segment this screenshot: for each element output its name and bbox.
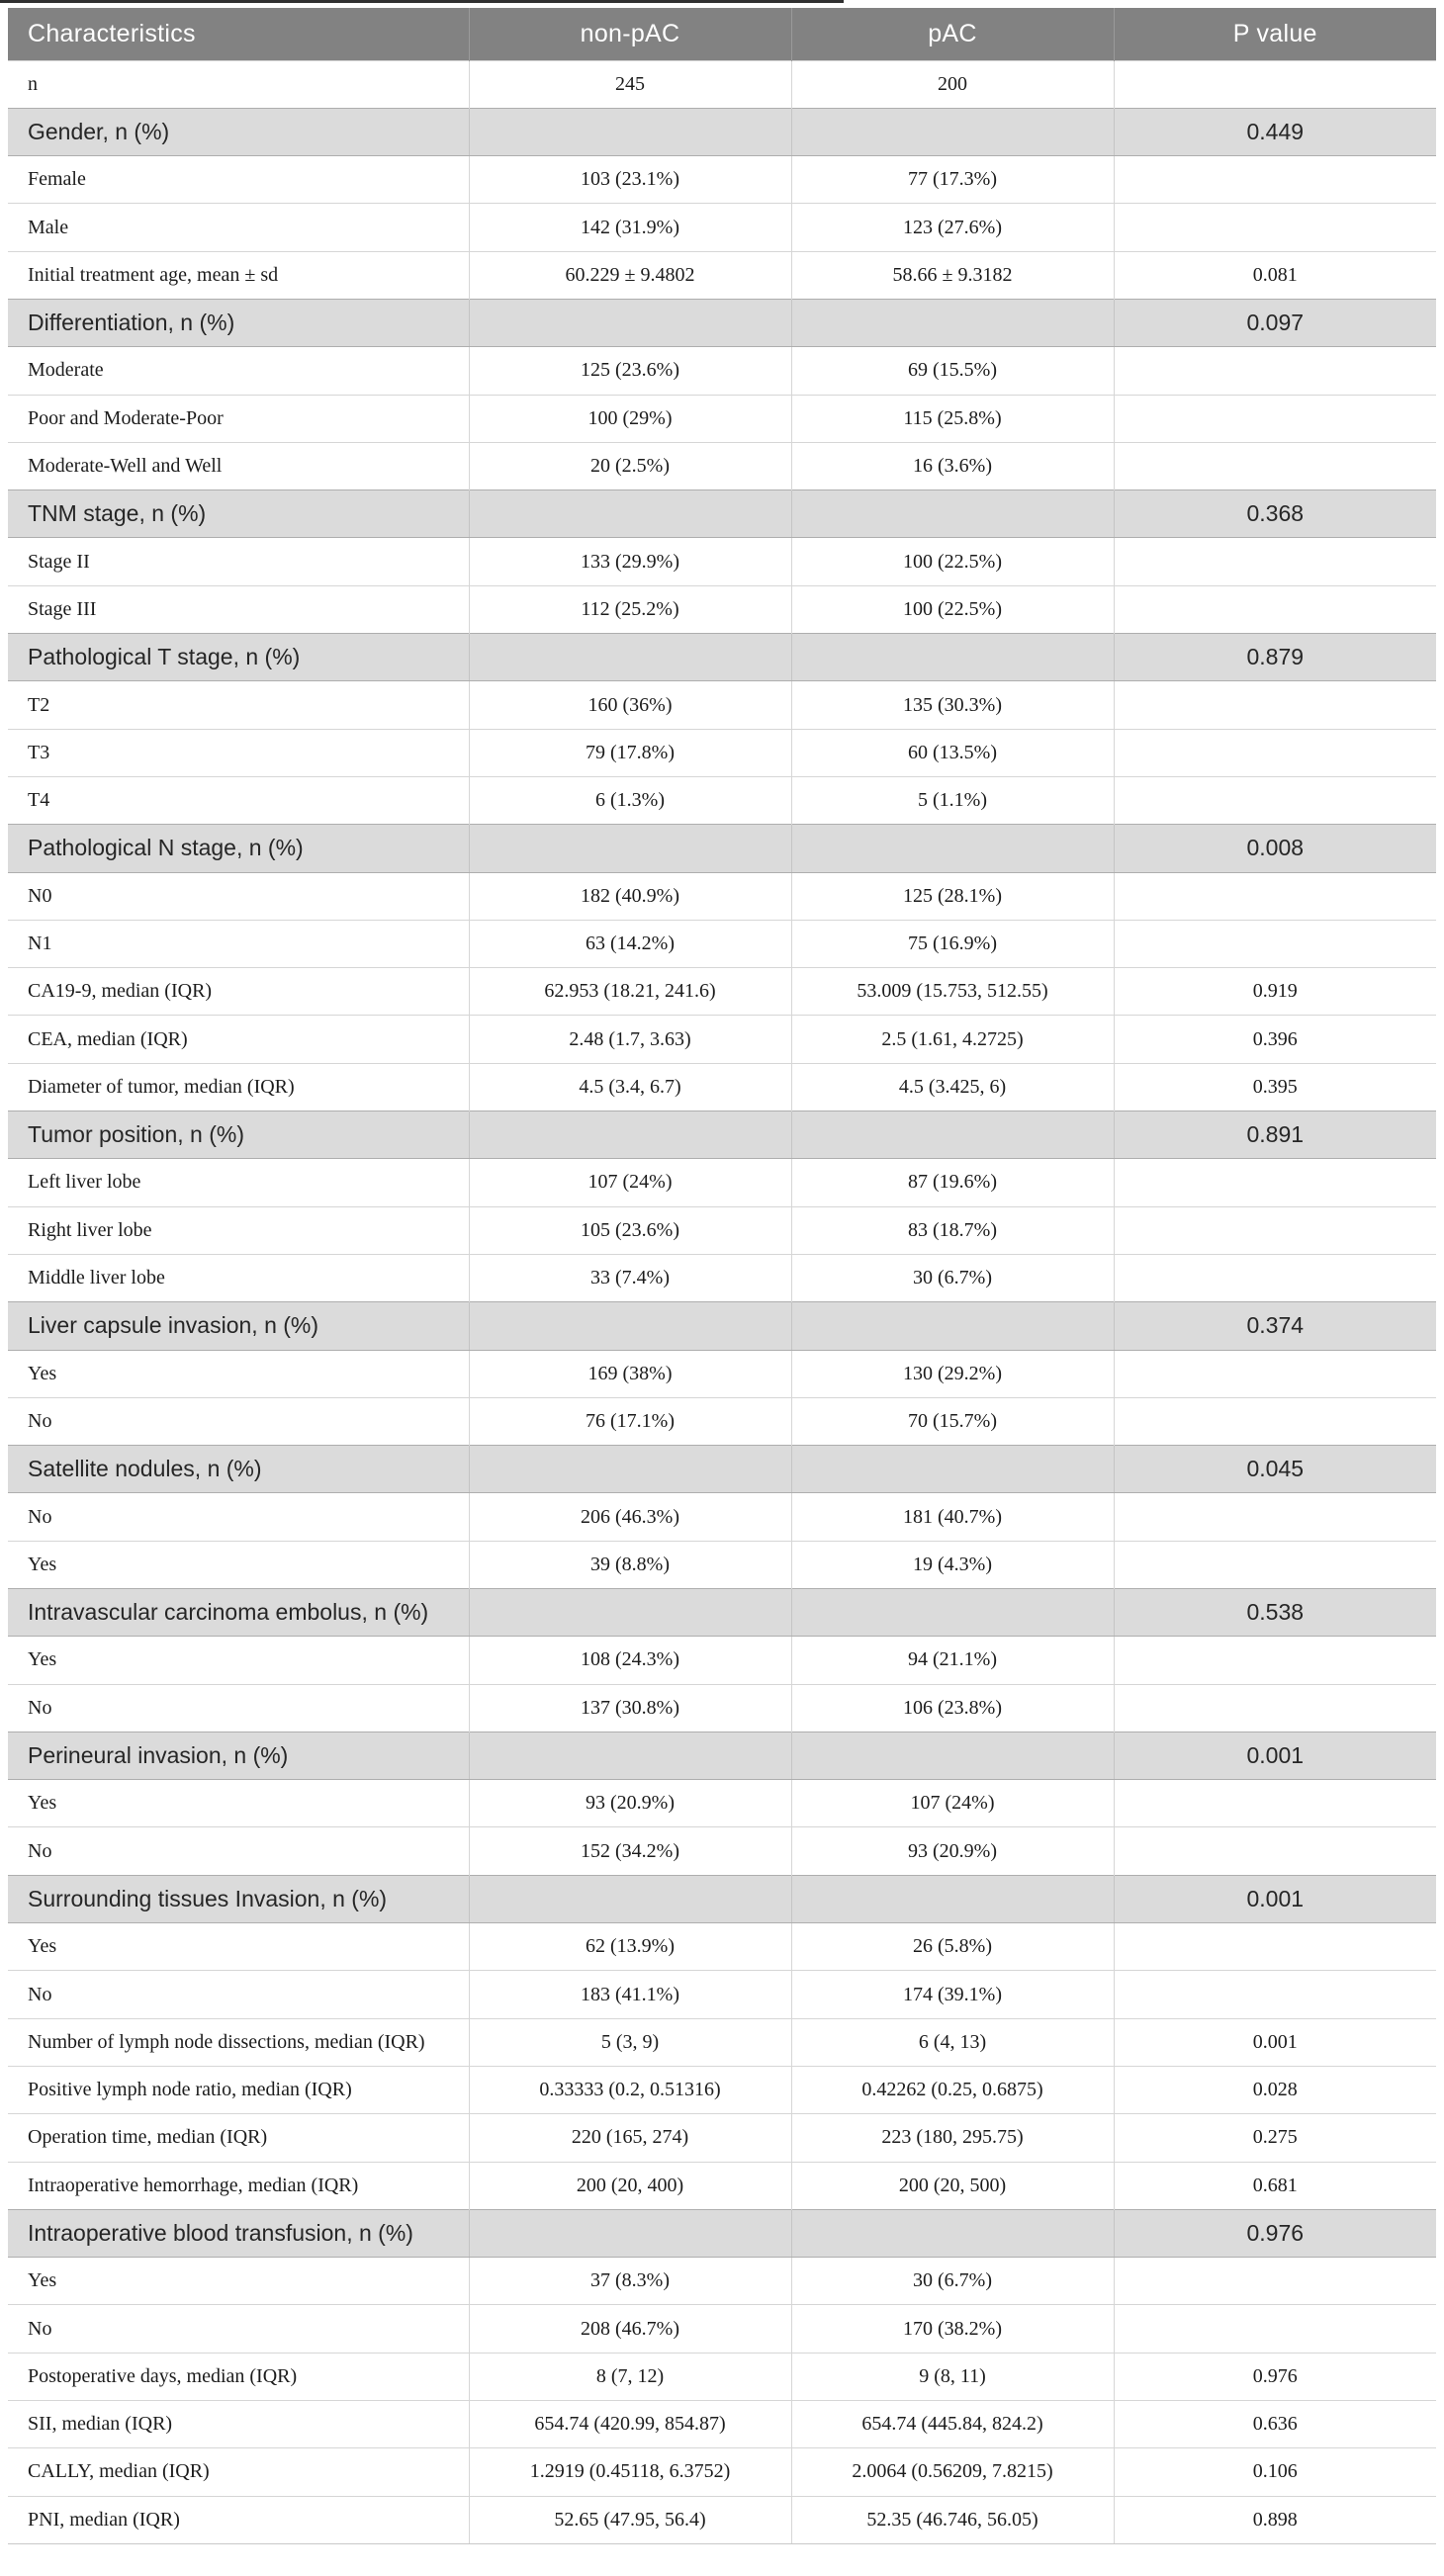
cell-non-pac bbox=[469, 1302, 791, 1350]
table-header bbox=[8, 8, 1436, 60]
table-row bbox=[8, 1923, 1436, 1971]
cell-characteristic: CA19-9, median (IQR) bbox=[8, 968, 469, 1016]
cell-pac: 4.5 (3.425, 6) bbox=[791, 1063, 1114, 1110]
table-row bbox=[8, 1063, 1436, 1110]
cell-non-pac: 208 (46.7%) bbox=[469, 2305, 791, 2353]
cell-non-pac: 2.48 (1.7, 3.63) bbox=[469, 1016, 791, 1063]
cell-non-pac: 112 (25.2%) bbox=[469, 585, 791, 633]
table-row bbox=[8, 2496, 1436, 2543]
cell-pac: 115 (25.8%) bbox=[791, 395, 1114, 442]
table-row bbox=[8, 2448, 1436, 2496]
cell-non-pac bbox=[469, 1732, 791, 1779]
cell-characteristic: Left liver lobe bbox=[8, 1159, 469, 1206]
cell-non-pac: 245 bbox=[469, 60, 791, 108]
cell-p-value bbox=[1114, 2305, 1436, 2353]
cell-pac: 58.66 ± 9.3182 bbox=[791, 251, 1114, 299]
cell-non-pac: 33 (7.4%) bbox=[469, 1254, 791, 1301]
section-row bbox=[8, 1302, 1436, 1350]
section-row bbox=[8, 1446, 1436, 1493]
cell-p-value: 0.001 bbox=[1114, 1732, 1436, 1779]
cell-p-value bbox=[1114, 1780, 1436, 1827]
cell-characteristic: T2 bbox=[8, 681, 469, 729]
cell-non-pac: 108 (24.3%) bbox=[469, 1637, 791, 1684]
cell-non-pac: 60.229 ± 9.4802 bbox=[469, 251, 791, 299]
cell-p-value bbox=[1114, 1541, 1436, 1588]
cell-pac: 654.74 (445.84, 824.2) bbox=[791, 2401, 1114, 2448]
cell-characteristic: n bbox=[8, 60, 469, 108]
cell-pac bbox=[791, 299, 1114, 346]
cell-pac bbox=[791, 108, 1114, 155]
cell-p-value: 0.449 bbox=[1114, 108, 1436, 155]
section-row bbox=[8, 634, 1436, 681]
cell-non-pac: 183 (41.1%) bbox=[469, 1971, 791, 2018]
cell-characteristic: Number of lymph node dissections, median (IQR) bbox=[8, 2018, 469, 2066]
table-row bbox=[8, 1350, 1436, 1397]
cell-pac: 53.009 (15.753, 512.55) bbox=[791, 968, 1114, 1016]
cell-pac: 123 (27.6%) bbox=[791, 204, 1114, 251]
cell-pac bbox=[791, 825, 1114, 872]
cell-characteristic: Pathological N stage, n (%) bbox=[8, 825, 469, 872]
cell-p-value bbox=[1114, 776, 1436, 824]
cell-characteristic: Yes bbox=[8, 2258, 469, 2305]
cell-pac bbox=[791, 2209, 1114, 2257]
cell-pac: 100 (22.5%) bbox=[791, 538, 1114, 585]
cell-characteristic: No bbox=[8, 1397, 469, 1445]
cell-pac: 93 (20.9%) bbox=[791, 1827, 1114, 1875]
cell-p-value bbox=[1114, 585, 1436, 633]
cell-pac bbox=[791, 1589, 1114, 1637]
cell-pac: 9 (8, 11) bbox=[791, 2353, 1114, 2400]
cell-non-pac: 8 (7, 12) bbox=[469, 2353, 791, 2400]
cell-characteristic: Diameter of tumor, median (IQR) bbox=[8, 1063, 469, 1110]
table-body bbox=[8, 60, 1436, 2543]
section-row bbox=[8, 1589, 1436, 1637]
cell-non-pac: 6 (1.3%) bbox=[469, 776, 791, 824]
cell-non-pac: 142 (31.9%) bbox=[469, 204, 791, 251]
cell-pac: 70 (15.7%) bbox=[791, 1397, 1114, 1445]
cell-non-pac: 103 (23.1%) bbox=[469, 156, 791, 204]
cell-non-pac bbox=[469, 490, 791, 538]
cell-non-pac: 200 (20, 400) bbox=[469, 2162, 791, 2209]
cell-pac: 107 (24%) bbox=[791, 1780, 1114, 1827]
cell-non-pac: 79 (17.8%) bbox=[469, 729, 791, 776]
cell-p-value bbox=[1114, 1254, 1436, 1301]
table-row bbox=[8, 60, 1436, 108]
header-non-pac: non-pAC bbox=[469, 8, 791, 60]
cell-characteristic: CALLY, median (IQR) bbox=[8, 2448, 469, 2496]
cell-non-pac: 1.2919 (0.45118, 6.3752) bbox=[469, 2448, 791, 2496]
cell-non-pac: 160 (36%) bbox=[469, 681, 791, 729]
header-pac: pAC bbox=[791, 8, 1114, 60]
cell-non-pac: 20 (2.5%) bbox=[469, 442, 791, 489]
cell-characteristic: Gender, n (%) bbox=[8, 108, 469, 155]
table-row bbox=[8, 538, 1436, 585]
table-row bbox=[8, 2162, 1436, 2209]
section-row bbox=[8, 108, 1436, 155]
cell-characteristic: Moderate-Well and Well bbox=[8, 442, 469, 489]
cell-p-value bbox=[1114, 1827, 1436, 1875]
cell-non-pac: 52.65 (47.95, 56.4) bbox=[469, 2496, 791, 2543]
cell-characteristic: CEA, median (IQR) bbox=[8, 1016, 469, 1063]
cell-p-value bbox=[1114, 156, 1436, 204]
cell-p-value: 0.374 bbox=[1114, 1302, 1436, 1350]
section-row bbox=[8, 1875, 1436, 1922]
cell-characteristic: Liver capsule invasion, n (%) bbox=[8, 1302, 469, 1350]
cell-pac bbox=[791, 1302, 1114, 1350]
cell-non-pac: 107 (24%) bbox=[469, 1159, 791, 1206]
cell-p-value: 0.538 bbox=[1114, 1589, 1436, 1637]
cell-p-value: 0.976 bbox=[1114, 2353, 1436, 2400]
cell-p-value bbox=[1114, 1350, 1436, 1397]
cell-characteristic: Poor and Moderate-Poor bbox=[8, 395, 469, 442]
cell-non-pac: 125 (23.6%) bbox=[469, 347, 791, 395]
cell-characteristic: PNI, median (IQR) bbox=[8, 2496, 469, 2543]
section-row bbox=[8, 1111, 1436, 1159]
cell-pac: 200 (20, 500) bbox=[791, 2162, 1114, 2209]
cell-non-pac: 76 (17.1%) bbox=[469, 1397, 791, 1445]
cell-pac: 6 (4, 13) bbox=[791, 2018, 1114, 2066]
cell-pac: 75 (16.9%) bbox=[791, 920, 1114, 967]
cell-pac: 100 (22.5%) bbox=[791, 585, 1114, 633]
cell-pac: 77 (17.3%) bbox=[791, 156, 1114, 204]
table-row bbox=[8, 1493, 1436, 1541]
cell-non-pac: 105 (23.6%) bbox=[469, 1206, 791, 1254]
section-row bbox=[8, 825, 1436, 872]
cell-p-value: 0.898 bbox=[1114, 2496, 1436, 2543]
cell-pac: 174 (39.1%) bbox=[791, 1971, 1114, 2018]
cell-pac: 5 (1.1%) bbox=[791, 776, 1114, 824]
cell-characteristic: Yes bbox=[8, 1541, 469, 1588]
cell-non-pac: 182 (40.9%) bbox=[469, 872, 791, 920]
table-row bbox=[8, 2018, 1436, 2066]
cell-pac bbox=[791, 1111, 1114, 1159]
cell-characteristic: Yes bbox=[8, 1637, 469, 1684]
table-row bbox=[8, 681, 1436, 729]
cell-characteristic: Satellite nodules, n (%) bbox=[8, 1446, 469, 1493]
table-row bbox=[8, 920, 1436, 967]
cell-characteristic: No bbox=[8, 1493, 469, 1541]
table-row bbox=[8, 1827, 1436, 1875]
cell-non-pac: 169 (38%) bbox=[469, 1350, 791, 1397]
cell-characteristic: Stage III bbox=[8, 585, 469, 633]
cell-p-value: 0.275 bbox=[1114, 2114, 1436, 2162]
cell-pac: 94 (21.1%) bbox=[791, 1637, 1114, 1684]
cell-characteristic: Tumor position, n (%) bbox=[8, 1111, 469, 1159]
section-row bbox=[8, 2209, 1436, 2257]
table-row bbox=[8, 872, 1436, 920]
cell-non-pac: 133 (29.9%) bbox=[469, 538, 791, 585]
cell-p-value bbox=[1114, 920, 1436, 967]
cell-characteristic: Moderate bbox=[8, 347, 469, 395]
cell-pac: 30 (6.7%) bbox=[791, 2258, 1114, 2305]
cell-p-value bbox=[1114, 1159, 1436, 1206]
cell-p-value: 0.919 bbox=[1114, 968, 1436, 1016]
cell-non-pac bbox=[469, 299, 791, 346]
cell-p-value bbox=[1114, 395, 1436, 442]
table-row bbox=[8, 204, 1436, 251]
cell-characteristic: Right liver lobe bbox=[8, 1206, 469, 1254]
table-row bbox=[8, 1016, 1436, 1063]
cell-p-value: 0.045 bbox=[1114, 1446, 1436, 1493]
table-row bbox=[8, 1637, 1436, 1684]
cell-non-pac bbox=[469, 1875, 791, 1922]
table-row bbox=[8, 2305, 1436, 2353]
cell-p-value bbox=[1114, 204, 1436, 251]
cell-pac: 170 (38.2%) bbox=[791, 2305, 1114, 2353]
cell-characteristic: Intraoperative blood transfusion, n (%) bbox=[8, 2209, 469, 2257]
cell-pac: 106 (23.8%) bbox=[791, 1684, 1114, 1732]
cell-non-pac: 206 (46.3%) bbox=[469, 1493, 791, 1541]
cell-non-pac bbox=[469, 634, 791, 681]
table-row bbox=[8, 1397, 1436, 1445]
table-row bbox=[8, 442, 1436, 489]
cell-p-value: 0.097 bbox=[1114, 299, 1436, 346]
table-row bbox=[8, 729, 1436, 776]
cell-p-value bbox=[1114, 872, 1436, 920]
cell-p-value: 0.106 bbox=[1114, 2448, 1436, 2496]
cell-non-pac: 654.74 (420.99, 854.87) bbox=[469, 2401, 791, 2448]
cell-p-value: 0.008 bbox=[1114, 825, 1436, 872]
cell-characteristic: Middle liver lobe bbox=[8, 1254, 469, 1301]
cell-pac bbox=[791, 1875, 1114, 1922]
cell-non-pac: 39 (8.8%) bbox=[469, 1541, 791, 1588]
header-row bbox=[8, 8, 1436, 60]
cell-pac bbox=[791, 1446, 1114, 1493]
cell-characteristic: No bbox=[8, 1684, 469, 1732]
cell-characteristic: Intravascular carcinoma embolus, n (%) bbox=[8, 1589, 469, 1637]
cell-p-value: 0.636 bbox=[1114, 2401, 1436, 2448]
cell-p-value: 0.081 bbox=[1114, 251, 1436, 299]
cell-pac: 87 (19.6%) bbox=[791, 1159, 1114, 1206]
cell-non-pac: 62 (13.9%) bbox=[469, 1923, 791, 1971]
cell-p-value: 0.368 bbox=[1114, 490, 1436, 538]
cell-non-pac: 63 (14.2%) bbox=[469, 920, 791, 967]
cell-characteristic: Intraoperative hemorrhage, median (IQR) bbox=[8, 2162, 469, 2209]
cell-characteristic: Female bbox=[8, 156, 469, 204]
table-row bbox=[8, 2353, 1436, 2400]
cell-characteristic: N1 bbox=[8, 920, 469, 967]
cell-pac: 2.0064 (0.56209, 7.8215) bbox=[791, 2448, 1114, 2496]
cell-non-pac: 37 (8.3%) bbox=[469, 2258, 791, 2305]
table-row bbox=[8, 251, 1436, 299]
header-characteristics: Characteristics bbox=[8, 8, 469, 60]
cell-non-pac: 93 (20.9%) bbox=[469, 1780, 791, 1827]
cell-characteristic: Yes bbox=[8, 1780, 469, 1827]
table-row bbox=[8, 2401, 1436, 2448]
cell-p-value bbox=[1114, 538, 1436, 585]
cell-pac: 30 (6.7%) bbox=[791, 1254, 1114, 1301]
section-row bbox=[8, 1732, 1436, 1779]
cell-pac: 16 (3.6%) bbox=[791, 442, 1114, 489]
table-row bbox=[8, 156, 1436, 204]
table-row bbox=[8, 347, 1436, 395]
cell-pac: 69 (15.5%) bbox=[791, 347, 1114, 395]
cell-characteristic: Differentiation, n (%) bbox=[8, 299, 469, 346]
cell-characteristic: Yes bbox=[8, 1350, 469, 1397]
cell-characteristic: N0 bbox=[8, 872, 469, 920]
cell-pac: 19 (4.3%) bbox=[791, 1541, 1114, 1588]
cell-characteristic: No bbox=[8, 1827, 469, 1875]
cell-non-pac: 62.953 (18.21, 241.6) bbox=[469, 968, 791, 1016]
cell-p-value: 0.395 bbox=[1114, 1063, 1436, 1110]
table-row bbox=[8, 1684, 1436, 1732]
cell-p-value: 0.001 bbox=[1114, 1875, 1436, 1922]
table-row bbox=[8, 2114, 1436, 2162]
cell-p-value bbox=[1114, 1971, 1436, 2018]
cell-pac: 60 (13.5%) bbox=[791, 729, 1114, 776]
table-row bbox=[8, 776, 1436, 824]
table-row bbox=[8, 1254, 1436, 1301]
cell-p-value bbox=[1114, 1684, 1436, 1732]
characteristics-table bbox=[8, 8, 1436, 2544]
cell-p-value bbox=[1114, 2258, 1436, 2305]
cell-characteristic: TNM stage, n (%) bbox=[8, 490, 469, 538]
cell-characteristic: SII, median (IQR) bbox=[8, 2401, 469, 2448]
cell-p-value: 0.681 bbox=[1114, 2162, 1436, 2209]
table-row bbox=[8, 1206, 1436, 1254]
cell-p-value bbox=[1114, 681, 1436, 729]
cell-characteristic: Perineural invasion, n (%) bbox=[8, 1732, 469, 1779]
cell-pac: 130 (29.2%) bbox=[791, 1350, 1114, 1397]
cell-p-value: 0.001 bbox=[1114, 2018, 1436, 2066]
cell-pac: 26 (5.8%) bbox=[791, 1923, 1114, 1971]
cell-p-value bbox=[1114, 1206, 1436, 1254]
cell-p-value bbox=[1114, 1493, 1436, 1541]
cell-characteristic: Postoperative days, median (IQR) bbox=[8, 2353, 469, 2400]
cell-p-value bbox=[1114, 1397, 1436, 1445]
cell-pac: 135 (30.3%) bbox=[791, 681, 1114, 729]
cell-p-value: 0.396 bbox=[1114, 1016, 1436, 1063]
cell-p-value bbox=[1114, 442, 1436, 489]
header-p-value: P value bbox=[1114, 8, 1436, 60]
cell-pac: 2.5 (1.61, 4.2725) bbox=[791, 1016, 1114, 1063]
top-edge-artifact bbox=[0, 0, 844, 3]
cell-non-pac: 137 (30.8%) bbox=[469, 1684, 791, 1732]
cell-pac bbox=[791, 1732, 1114, 1779]
cell-characteristic: Initial treatment age, mean ± sd bbox=[8, 251, 469, 299]
cell-characteristic: No bbox=[8, 1971, 469, 2018]
cell-characteristic: No bbox=[8, 2305, 469, 2353]
table-row bbox=[8, 395, 1436, 442]
cell-p-value bbox=[1114, 1923, 1436, 1971]
cell-p-value: 0.976 bbox=[1114, 2209, 1436, 2257]
cell-pac bbox=[791, 490, 1114, 538]
table-row bbox=[8, 1780, 1436, 1827]
cell-p-value bbox=[1114, 729, 1436, 776]
cell-characteristic: Operation time, median (IQR) bbox=[8, 2114, 469, 2162]
table-row bbox=[8, 1541, 1436, 1588]
cell-p-value bbox=[1114, 60, 1436, 108]
cell-characteristic: Yes bbox=[8, 1923, 469, 1971]
cell-characteristic: Stage II bbox=[8, 538, 469, 585]
cell-non-pac: 0.33333 (0.2, 0.51316) bbox=[469, 2066, 791, 2113]
table-row bbox=[8, 1971, 1436, 2018]
cell-pac: 83 (18.7%) bbox=[791, 1206, 1114, 1254]
cell-non-pac: 5 (3, 9) bbox=[469, 2018, 791, 2066]
cell-pac: 223 (180, 295.75) bbox=[791, 2114, 1114, 2162]
table-row bbox=[8, 2258, 1436, 2305]
cell-pac: 125 (28.1%) bbox=[791, 872, 1114, 920]
cell-pac: 0.42262 (0.25, 0.6875) bbox=[791, 2066, 1114, 2113]
cell-non-pac: 220 (165, 274) bbox=[469, 2114, 791, 2162]
table-row bbox=[8, 1159, 1436, 1206]
cell-pac: 181 (40.7%) bbox=[791, 1493, 1114, 1541]
cell-non-pac bbox=[469, 1589, 791, 1637]
cell-non-pac bbox=[469, 108, 791, 155]
table-row bbox=[8, 585, 1436, 633]
cell-characteristic: T3 bbox=[8, 729, 469, 776]
cell-pac bbox=[791, 634, 1114, 681]
table-row bbox=[8, 2066, 1436, 2113]
cell-characteristic: Positive lymph node ratio, median (IQR) bbox=[8, 2066, 469, 2113]
table-row bbox=[8, 968, 1436, 1016]
cell-non-pac bbox=[469, 2209, 791, 2257]
cell-characteristic: T4 bbox=[8, 776, 469, 824]
cell-p-value bbox=[1114, 347, 1436, 395]
cell-non-pac bbox=[469, 825, 791, 872]
cell-pac: 52.35 (46.746, 56.05) bbox=[791, 2496, 1114, 2543]
section-row bbox=[8, 490, 1436, 538]
cell-non-pac: 152 (34.2%) bbox=[469, 1827, 791, 1875]
cell-pac: 200 bbox=[791, 60, 1114, 108]
cell-non-pac bbox=[469, 1111, 791, 1159]
cell-p-value: 0.028 bbox=[1114, 2066, 1436, 2113]
cell-non-pac: 4.5 (3.4, 6.7) bbox=[469, 1063, 791, 1110]
cell-characteristic: Male bbox=[8, 204, 469, 251]
cell-p-value: 0.891 bbox=[1114, 1111, 1436, 1159]
cell-p-value bbox=[1114, 1637, 1436, 1684]
cell-non-pac bbox=[469, 1446, 791, 1493]
section-row bbox=[8, 299, 1436, 346]
cell-p-value: 0.879 bbox=[1114, 634, 1436, 681]
cell-characteristic: Pathological T stage, n (%) bbox=[8, 634, 469, 681]
cell-characteristic: Surrounding tissues Invasion, n (%) bbox=[8, 1875, 469, 1922]
cell-non-pac: 100 (29%) bbox=[469, 395, 791, 442]
